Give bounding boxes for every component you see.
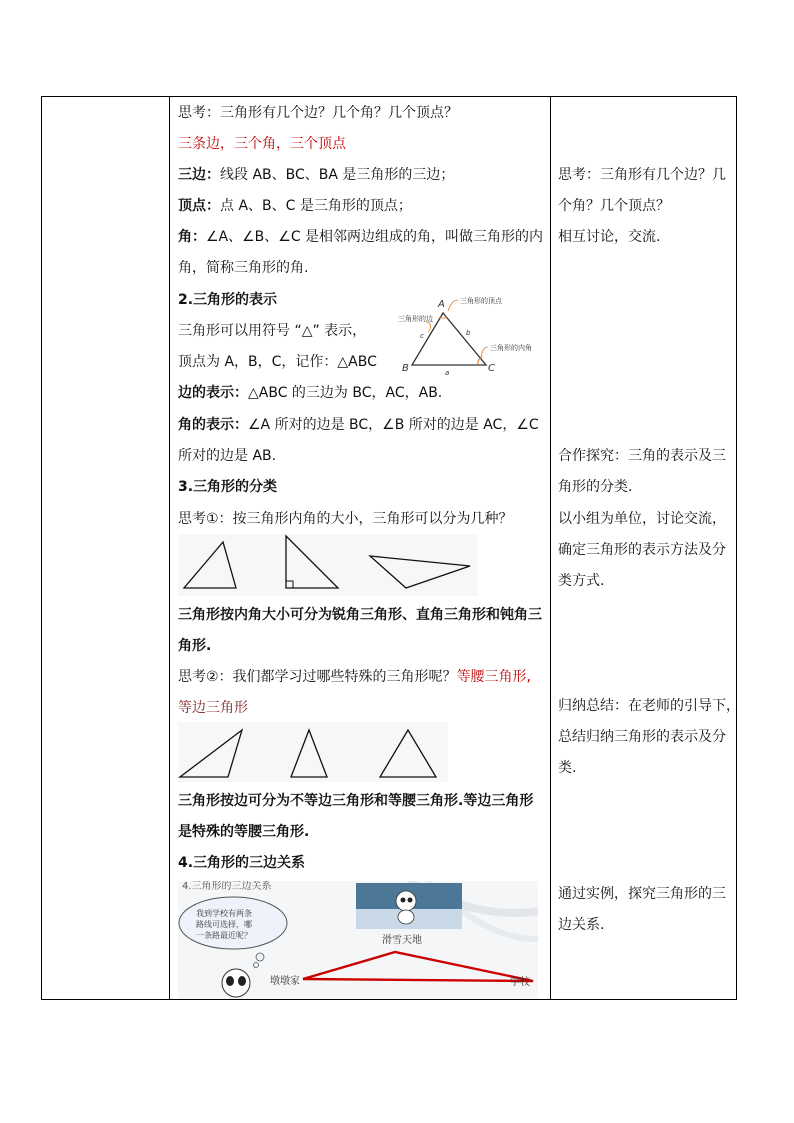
svg-text:三角形的顶点: 三角形的顶点 xyxy=(460,297,502,305)
think-answer: 三条边，三个角，三个顶点 xyxy=(178,136,346,152)
student-activity-cell xyxy=(552,97,740,999)
school-label: 学校 xyxy=(510,977,530,988)
class-by-angle-2: 角形. xyxy=(178,638,212,654)
angles-definition xyxy=(178,227,546,247)
vertices-definition xyxy=(178,196,546,216)
think-2-prefix: 思考②：我们都学习过哪些特殊的三角形呢？ xyxy=(178,669,457,685)
ski-resort-label: 滑雪天地 xyxy=(382,935,422,946)
ski-resort-image xyxy=(356,883,462,929)
angle-classification-triangles xyxy=(178,534,478,596)
svg-text:一条路最近呢？: 一条路最近呢？ xyxy=(196,931,252,940)
activity-2-line-1: 合作探究：三角的表示及三 xyxy=(558,448,726,464)
svg-text:A: A xyxy=(438,299,445,310)
activity-1-line-3: 相互讨论，交流. xyxy=(558,229,661,245)
vertices-text: 点 A、B、C 是三角形的顶点； xyxy=(220,198,412,214)
home-label: 墩墩家 xyxy=(270,976,300,987)
class-by-side-1: 三角形按边可分为不等边三角形和等腰三角形.等边三角形 xyxy=(178,793,534,809)
column-divider-2 xyxy=(550,97,551,999)
activity-4-line-2: 边关系. xyxy=(558,917,605,933)
sides-label: 三边： xyxy=(178,167,220,183)
think-2-isosceles: 等腰三角形, xyxy=(456,669,532,685)
teaching-content-cell xyxy=(170,97,550,999)
activity-2-line-3: 以小组为单位，讨论交流， xyxy=(558,511,726,527)
activity-1-line-1: 思考：三角形有几个边？几 xyxy=(558,167,726,183)
section-3-title: 3.三角形的分类 xyxy=(178,479,278,495)
lesson-table xyxy=(41,96,740,1000)
class-by-side-2: 是特殊的等腰三角形. xyxy=(178,824,310,840)
activity-3-line-1: 归纳总结：在老师的引导下， xyxy=(558,698,740,714)
sides-text: 线段 AB、BC、BA 是三角形的三边； xyxy=(220,167,455,183)
class-by-angle-1: 三角形按内角大小可分为锐角三角形、直角三角形和钝角三 xyxy=(178,607,542,623)
activity-2-line-5: 类方式. xyxy=(558,573,605,589)
side-representation xyxy=(178,383,546,403)
panda-avatar xyxy=(222,969,250,997)
activity-2-line-4: 确定三角形的表示方法及分 xyxy=(558,542,726,558)
angles-text-2: 角，简称三角形的角. xyxy=(178,260,309,276)
think-2-equilateral: 等边三角形 xyxy=(178,700,248,716)
svg-text:c: c xyxy=(420,332,424,340)
svg-text:我到学校有两条: 我到学校有两条 xyxy=(196,909,252,918)
angle-rep-text-1: ∠A 所对的边是 BC，∠B 所对的边是 AC，∠C xyxy=(248,417,539,433)
angle-rep-label: 角的表示： xyxy=(178,417,248,433)
activity-4-line-1: 通过实例，探究三角形的三 xyxy=(558,886,726,902)
svg-text:路线可选择，哪: 路线可选择，哪 xyxy=(196,920,252,929)
think-2 xyxy=(178,667,546,687)
think-1: 思考①：按三角形内角的大小，三角形可以分为几种？ xyxy=(178,511,513,527)
side-rep-text: △ABC 的三边为 BC，AC，AB. xyxy=(248,385,443,401)
section-4-title: 4.三角形的三边关系 xyxy=(178,855,306,871)
svg-text:a: a xyxy=(445,369,450,377)
svg-text:三角形的边: 三角形的边 xyxy=(398,315,433,323)
activity-3-line-2: 总结归纳三角形的表示及分 xyxy=(558,729,726,745)
vertices-label: 顶点： xyxy=(178,198,220,214)
think-question: 思考：三角形有几个边？几个角？几个顶点？ xyxy=(178,105,458,121)
angle-representation xyxy=(178,415,546,435)
angle-rep-text-2: 所对的边是 AB. xyxy=(178,448,277,464)
angles-text-1: ∠A、∠B、∠C 是相邻两边组成的角，叫做三角形的内 xyxy=(206,229,544,245)
section-2-title: 2.三角形的表示 xyxy=(178,292,278,308)
svg-text:三角形的内角: 三角形的内角 xyxy=(490,344,532,352)
angles-label: 角： xyxy=(178,229,206,245)
section-2-line-1: 三角形可以用符号 “△” 表示， xyxy=(178,323,367,339)
route-section-title: 4.三角形的三边关系 xyxy=(182,881,272,892)
svg-text:b: b xyxy=(466,329,471,337)
route-illustration xyxy=(178,881,538,999)
triangle-abc-figure xyxy=(398,295,548,379)
sides-definition xyxy=(178,165,546,185)
side-classification-triangles xyxy=(178,722,448,782)
svg-text:C: C xyxy=(488,363,495,374)
activity-3-line-3: 类. xyxy=(558,760,577,776)
activity-2-line-2: 角形的分类. xyxy=(558,479,633,495)
activity-1-line-2: 个角？几个顶点？ xyxy=(558,198,670,214)
svg-text:B: B xyxy=(402,363,409,374)
side-rep-label: 边的表示： xyxy=(178,385,248,401)
section-2-line-2: 顶点为 A，B，C，记作：△ABC xyxy=(178,354,377,370)
